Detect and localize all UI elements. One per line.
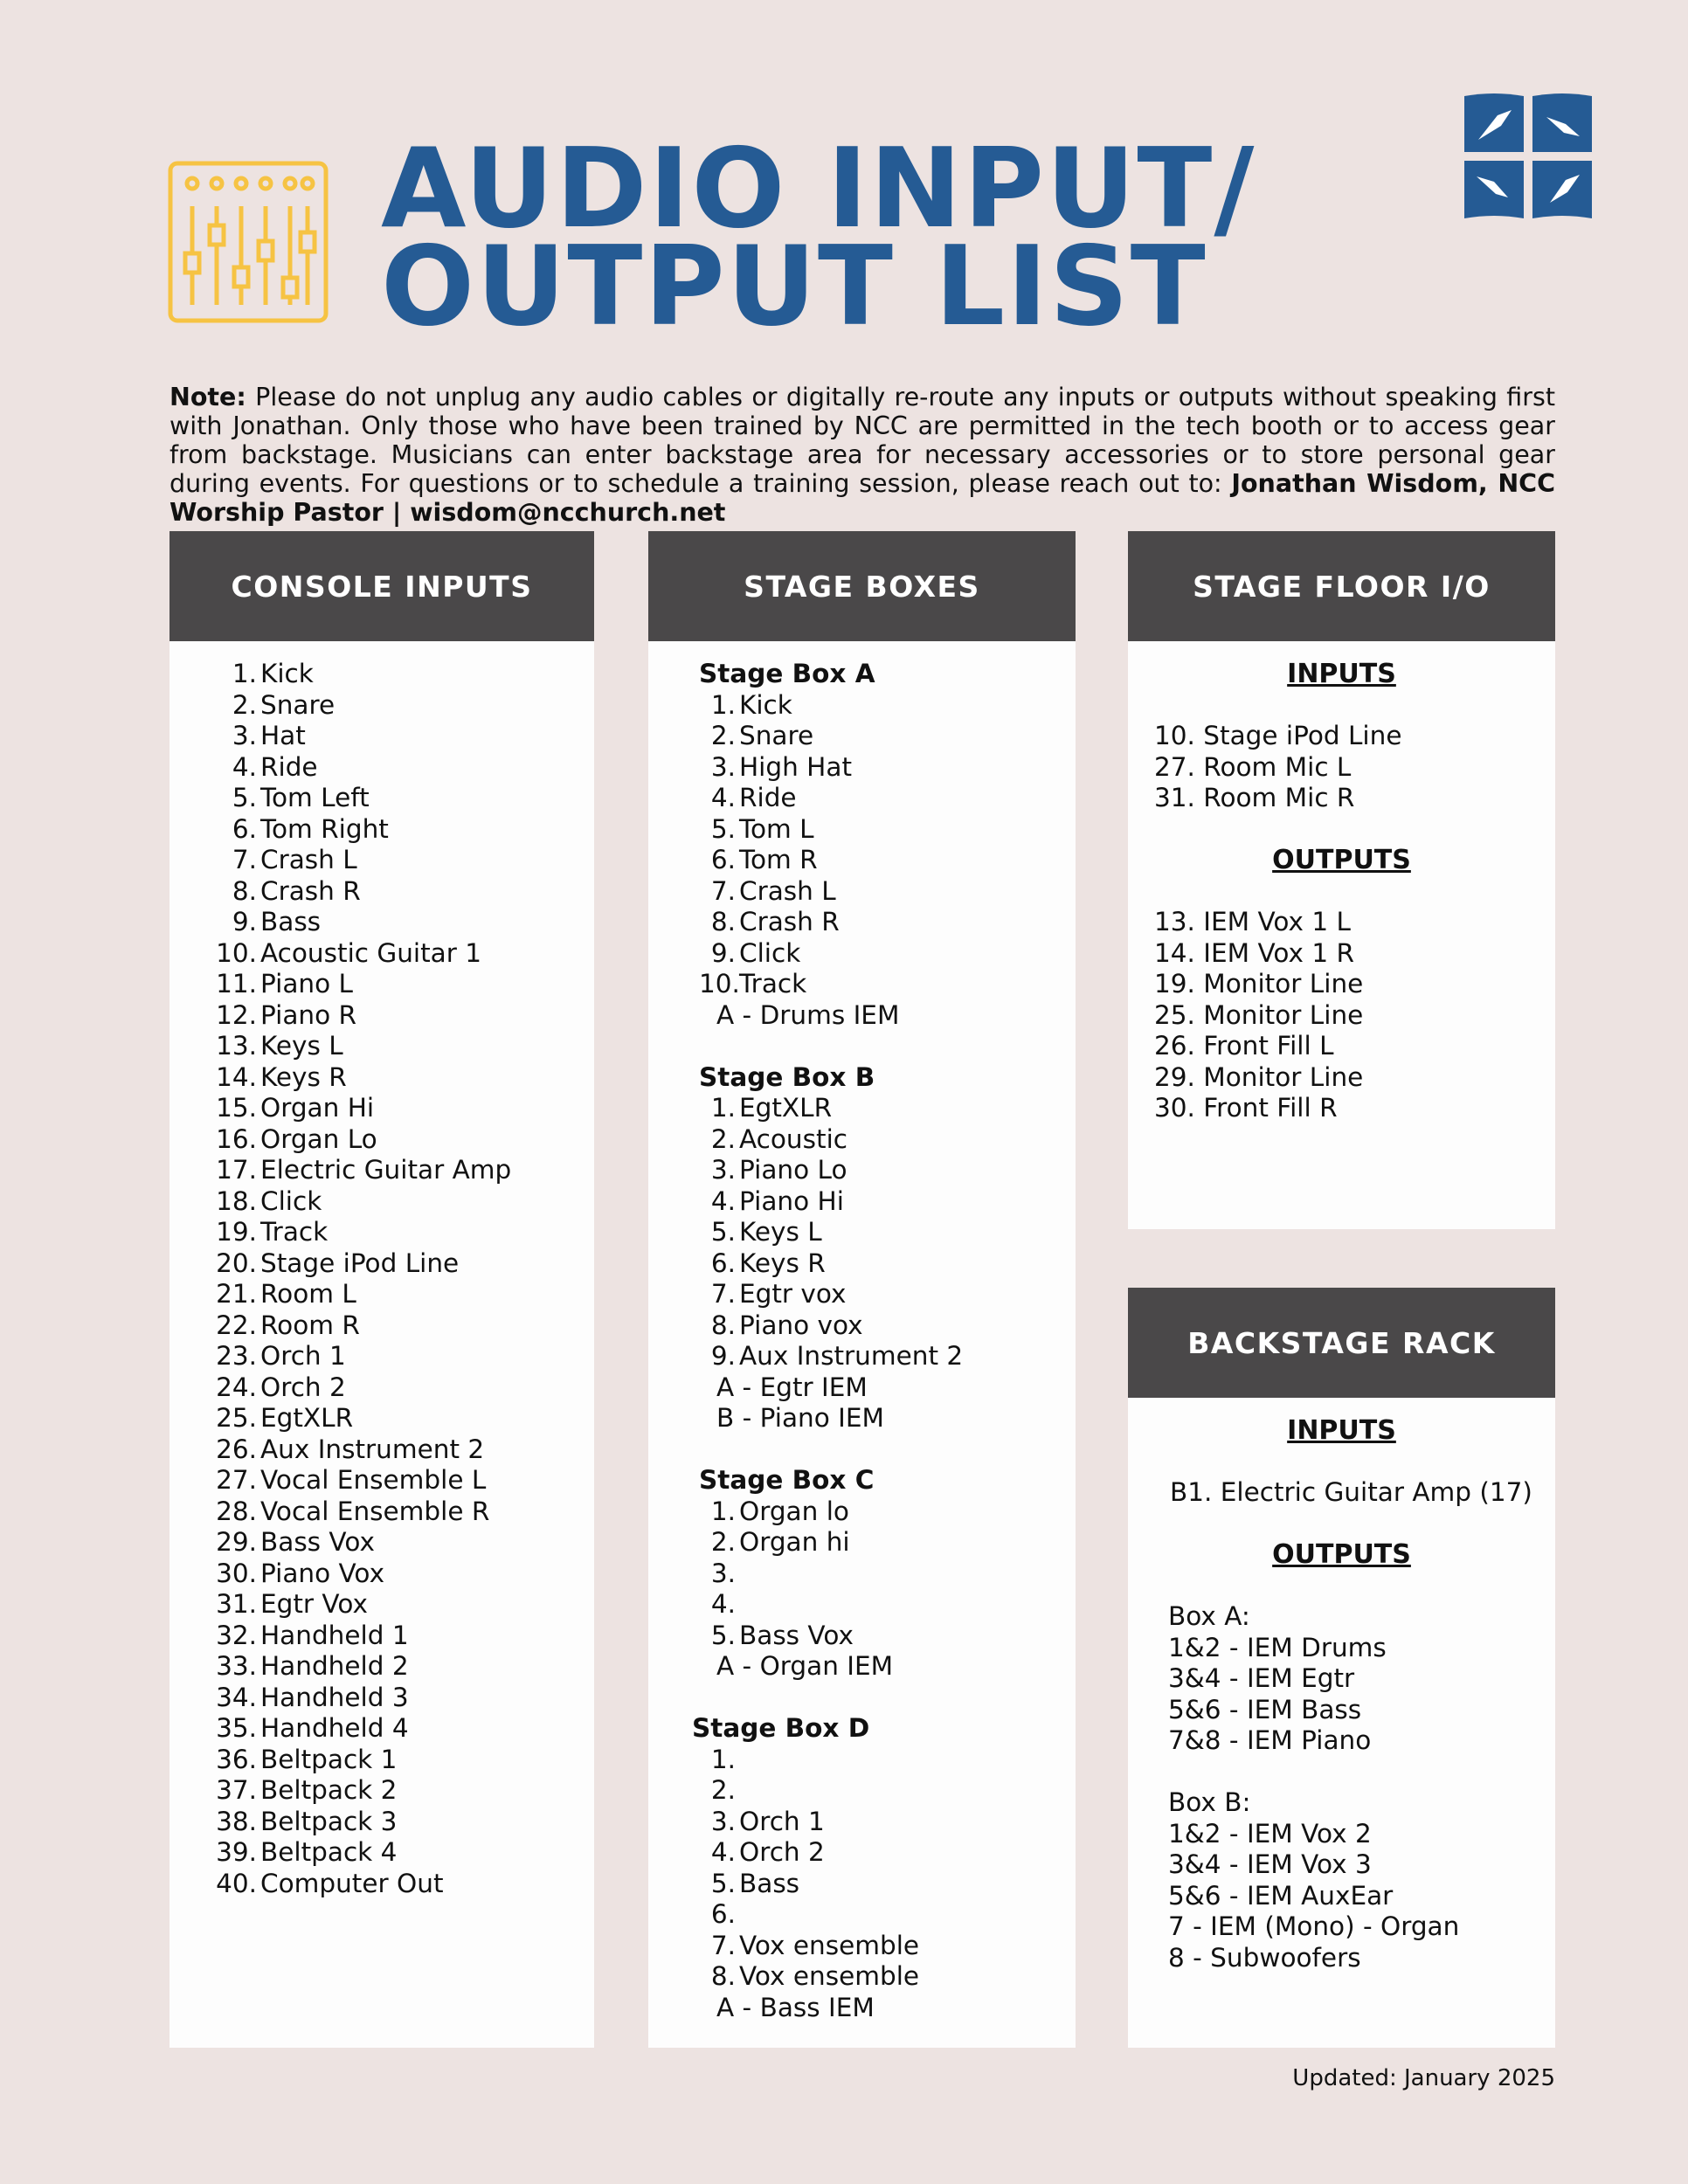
console-input-item <box>213 752 511 784</box>
item-number: 1. <box>232 659 257 688</box>
item-number: 8. <box>710 907 736 936</box>
mixer-sliders-icon <box>168 161 329 323</box>
box-a-output: 3&4 - IEM Egtr <box>1168 1663 1355 1693</box>
item-label: Keys L <box>260 1031 343 1061</box>
box-a-label: Box A: <box>1168 1601 1250 1631</box>
spacer <box>699 1031 963 1062</box>
item-label: EgtXLR <box>260 1403 354 1433</box>
stage-box-iem-item <box>699 1651 963 1683</box>
console-input-item <box>213 814 511 846</box>
item-label: Snare <box>739 721 814 750</box>
item-label: Beltpack 2 <box>260 1775 398 1805</box>
stage-box-item <box>699 1931 963 1962</box>
box-a-outputs-list <box>1168 1633 1555 1757</box>
item-label: Handheld 2 <box>260 1651 409 1681</box>
item-number: 1. <box>710 689 736 720</box>
console-input-item <box>213 1869 511 1900</box>
console-input-item <box>213 1279 511 1310</box>
stage-box-iem-item <box>699 1372 963 1404</box>
stage-box-item <box>699 752 963 784</box>
stage-box-item <box>699 1527 963 1559</box>
item-label: Stage iPod Line <box>260 1248 460 1278</box>
item-number: 22. <box>216 1310 257 1340</box>
item-label: Vox ensemble <box>739 1961 920 1991</box>
item-number: 2. <box>232 689 257 720</box>
item-number: 16. <box>216 1123 257 1154</box>
item-number: 6. <box>710 1899 736 1929</box>
stage-floor-output: 19. Monitor Line <box>1154 969 1364 999</box>
item-number: 14. <box>216 1061 257 1092</box>
stage-box-item <box>699 721 963 752</box>
console-inputs-list <box>213 659 511 1899</box>
page-title <box>381 124 1256 350</box>
item-number: 21. <box>216 1279 257 1309</box>
item-number: 6. <box>232 813 257 844</box>
stage-box-item <box>699 1124 963 1156</box>
item-number: 4. <box>232 751 257 782</box>
item-label: Orch 1 <box>260 1341 346 1371</box>
item-number: 4. <box>710 1837 736 1867</box>
console-input-item <box>213 1403 511 1434</box>
item-label: Click <box>739 937 801 968</box>
console-input-item <box>213 659 511 690</box>
item-number: 5. <box>710 1868 736 1898</box>
console-input-item <box>213 1559 511 1590</box>
spacer <box>699 1434 963 1466</box>
console-input-item <box>213 1837 511 1869</box>
stage-box-item <box>699 1775 963 1807</box>
stage-box-iem-item <box>699 1993 963 2024</box>
item-number: 7. <box>710 875 736 906</box>
stage-floor-output: 25. Monitor Line <box>1154 999 1364 1030</box>
box-b-output: 1&2 - IEM Vox 2 <box>1168 1818 1372 1849</box>
console-input-item <box>213 1031 511 1062</box>
item-number: 27. <box>216 1465 257 1495</box>
item-number: 7. <box>710 1279 736 1309</box>
stage-box-item <box>699 1745 963 1776</box>
item-label: Acoustic <box>739 1123 847 1154</box>
stage-box-item <box>699 1217 963 1248</box>
item-label: Kick <box>739 689 792 720</box>
item-label: A - Egtr IEM <box>716 1372 868 1402</box>
item-label: Tom Right <box>260 813 389 844</box>
item-number: 9. <box>710 937 736 968</box>
item-number: 2. <box>710 721 736 750</box>
item-label: Room R <box>260 1310 360 1340</box>
title-line-1: AUDIO INPUT/ <box>381 124 1256 252</box>
item-label: Piano L <box>260 969 353 999</box>
item-label: Computer Out <box>260 1868 444 1898</box>
item-number: 9. <box>710 1341 736 1371</box>
stage-floor-inputs-heading: INPUTS <box>1287 659 1396 689</box>
console-inputs-header: CONSOLE INPUTS <box>169 531 594 641</box>
stage-box-title: Stage Box D <box>692 1713 870 1743</box>
console-input-item <box>213 1155 511 1186</box>
console-input-item <box>213 1186 511 1218</box>
backstage-inputs-list <box>1128 1477 1555 1509</box>
item-label: Organ Hi <box>260 1093 375 1123</box>
item-number: 26. <box>216 1434 257 1464</box>
item-number: 11. <box>216 969 257 999</box>
item-label: Orch 2 <box>260 1372 346 1402</box>
backstage-inputs-heading: INPUTS <box>1287 1415 1396 1446</box>
item-label: Bass <box>260 907 322 936</box>
item-label: Bass <box>739 1868 800 1898</box>
stage-floor-output: 13. IEM Vox 1 L <box>1154 907 1351 936</box>
stage-box-item <box>699 1869 963 1900</box>
box-b-outputs-list <box>1168 1819 1555 1974</box>
backstage-rack-content <box>1128 1415 1555 1973</box>
note-contact: Jonathan Wisdom, NCC Worship Pastor | wisdom@ncchurch.net <box>169 469 1555 527</box>
item-number: 39. <box>216 1837 257 1867</box>
item-number: 1. <box>710 1496 736 1526</box>
item-number: 15. <box>216 1093 257 1123</box>
console-input-item <box>213 690 511 722</box>
console-input-item <box>213 1093 511 1124</box>
note-text: Please do not unplug any audio cables or digitally re-route any inputs or outputs without speaking first with Jonathan. Only those who have been trained by NCC are permitted in the tech booth or to access gear from backstage. Musicians can enter backstage area for necessary accessories or to store personal gear during events. For questions or to schedule a training session, please reach out to: <box>169 383 1555 498</box>
item-number: 37. <box>216 1775 257 1805</box>
stage-box-item <box>699 1837 963 1869</box>
item-number: 35. <box>216 1713 257 1743</box>
item-number: 2. <box>710 1527 736 1557</box>
stage-floor-input: 27. Room Mic L <box>1154 751 1352 782</box>
stage-box-item <box>699 1589 963 1621</box>
console-input-item <box>213 1651 511 1683</box>
item-label: B - Piano IEM <box>716 1403 884 1433</box>
console-input-item <box>213 1683 511 1714</box>
backstage-rack-panel <box>1128 1288 1555 2048</box>
item-label: Snare <box>260 689 336 720</box>
stage-floor-input: 31. Room Mic R <box>1154 783 1355 812</box>
item-number: 2. <box>710 1123 736 1154</box>
console-input-item <box>213 938 511 970</box>
stage-floor-output: 30. Front Fill R <box>1154 1093 1338 1123</box>
item-number: 8. <box>710 1310 736 1340</box>
stage-box-title: Stage Box C <box>699 1465 875 1495</box>
item-label: Tom Left <box>260 783 370 812</box>
item-number: 3. <box>710 1558 736 1588</box>
item-number: 5. <box>710 813 736 844</box>
item-number: 13. <box>216 1031 257 1061</box>
stage-box-title: Stage Box A <box>699 659 875 688</box>
item-label: Piano Hi <box>739 1185 844 1216</box>
item-label: Vocal Ensemble R <box>260 1496 490 1526</box>
item-label: Orch 2 <box>739 1837 825 1867</box>
item-label: A - Bass IEM <box>716 1992 875 2022</box>
item-number: 38. <box>216 1806 257 1836</box>
item-number: 8. <box>710 1961 736 1991</box>
item-label: Kick <box>260 659 314 688</box>
stage-floor-header: STAGE FLOOR I/O <box>1128 531 1555 641</box>
item-label: Bass Vox <box>260 1527 375 1557</box>
stage-box-item <box>699 1559 963 1590</box>
item-number: 12. <box>216 999 257 1030</box>
console-input-item <box>213 1248 511 1280</box>
item-number: 10. <box>216 937 257 968</box>
item-number: 5. <box>710 1620 736 1650</box>
item-label: Piano Lo <box>739 1155 847 1185</box>
item-label: Orch 1 <box>739 1806 825 1836</box>
stage-box-item <box>699 1155 963 1186</box>
item-label: Beltpack 3 <box>260 1806 398 1836</box>
item-label: Tom L <box>739 813 814 844</box>
item-number: 2. <box>710 1775 736 1805</box>
box-b-output: 8 - Subwoofers <box>1168 1942 1361 1973</box>
item-number: 8. <box>232 875 257 906</box>
item-label: Ride <box>739 783 797 812</box>
item-number: 4. <box>710 783 736 812</box>
item-label: Ride <box>260 751 318 782</box>
item-label: Crash L <box>260 845 357 874</box>
stage-box-item <box>699 783 963 814</box>
item-label: Piano Vox <box>260 1558 385 1588</box>
item-label: A - Drums IEM <box>716 999 900 1030</box>
console-input-item <box>213 1775 511 1807</box>
stage-box-item <box>699 1186 963 1218</box>
box-a-output: 1&2 - IEM Drums <box>1168 1632 1387 1662</box>
item-label: Handheld 3 <box>260 1682 409 1712</box>
item-label: Track <box>739 969 807 999</box>
stage-floor-panel <box>1128 531 1555 1229</box>
item-number: 20. <box>216 1248 257 1278</box>
stage-box-item <box>699 1621 963 1652</box>
item-label: Keys R <box>739 1248 826 1278</box>
console-input-item <box>213 845 511 876</box>
item-number: 17. <box>216 1155 257 1185</box>
note-label: Note: <box>169 383 246 411</box>
item-number: 3. <box>232 721 257 750</box>
stage-floor-inputs-list <box>1128 721 1555 814</box>
item-label: High Hat <box>739 751 853 782</box>
stage-box-item <box>699 1279 963 1310</box>
item-label: Crash R <box>260 875 361 906</box>
item-number: 24. <box>216 1372 257 1402</box>
item-label: Electric Guitar Amp <box>260 1155 512 1185</box>
item-number: 18. <box>216 1185 257 1216</box>
item-number: 31. <box>216 1589 257 1619</box>
box-b-output: 7 - IEM (Mono) - Organ <box>1168 1911 1460 1941</box>
stage-box-item <box>699 1807 963 1838</box>
item-number: 40. <box>216 1868 257 1898</box>
item-label: Track <box>260 1217 329 1247</box>
item-label: Beltpack 4 <box>260 1837 398 1867</box>
stage-floor-outputs-list <box>1128 907 1555 1124</box>
stage-boxes-header: STAGE BOXES <box>648 531 1076 641</box>
stage-box-iem-item <box>699 1000 963 1032</box>
console-input-item <box>213 783 511 814</box>
stage-box-item <box>699 1341 963 1372</box>
item-number: 25. <box>216 1403 257 1433</box>
item-label: Keys R <box>260 1061 347 1092</box>
stage-box-item <box>699 1310 963 1342</box>
stage-floor-content <box>1128 659 1555 1124</box>
stage-box-item <box>699 938 963 970</box>
stage-floor-output: 29. Monitor Line <box>1154 1061 1364 1092</box>
updated-date: Updated: January 2025 <box>1292 2065 1555 2091</box>
console-input-item <box>213 1000 511 1032</box>
item-label: Egtr Vox <box>260 1589 368 1619</box>
box-a-output: 7&8 - IEM Piano <box>1168 1725 1372 1755</box>
item-label: Click <box>260 1185 322 1216</box>
stage-box-item <box>699 814 963 846</box>
item-label: Crash L <box>739 875 836 906</box>
console-input-item <box>213 969 511 1000</box>
console-input-item <box>213 1341 511 1372</box>
console-input-item <box>213 907 511 938</box>
note-paragraph <box>169 383 1555 527</box>
item-label: Handheld 4 <box>260 1713 409 1743</box>
console-input-item <box>213 1807 511 1838</box>
stage-boxes-panel <box>648 531 1076 2048</box>
stage-box-item <box>699 1961 963 1993</box>
stage-box-item <box>699 876 963 908</box>
console-input-item <box>213 1713 511 1745</box>
item-number: 33. <box>216 1651 257 1681</box>
item-number: 3. <box>710 751 736 782</box>
item-label: Aux Instrument 2 <box>739 1341 964 1371</box>
item-number: 4. <box>710 1185 736 1216</box>
item-number: 23. <box>216 1341 257 1371</box>
item-label: Beltpack 1 <box>260 1744 398 1774</box>
item-number: 30. <box>216 1558 257 1588</box>
item-label: Vocal Ensemble L <box>260 1465 487 1495</box>
box-b-output: 3&4 - IEM Vox 3 <box>1168 1849 1372 1879</box>
backstage-outputs-heading: OUTPUTS <box>1272 1539 1411 1570</box>
console-input-item <box>213 1217 511 1248</box>
box-b-output: 5&6 - IEM AuxEar <box>1168 1880 1394 1911</box>
spacer <box>699 1683 963 1714</box>
item-number: 5. <box>232 783 257 812</box>
item-number: 7. <box>232 845 257 874</box>
item-label: Acoustic Guitar 1 <box>260 937 482 968</box>
item-label: Piano R <box>260 999 357 1030</box>
stage-boxes-list <box>692 659 964 2023</box>
item-number: 19. <box>216 1217 257 1247</box>
item-number: 29. <box>216 1527 257 1557</box>
item-label: Aux Instrument 2 <box>260 1434 485 1464</box>
stage-floor-output: 14. IEM Vox 1 R <box>1154 937 1354 968</box>
item-label: Room L <box>260 1279 356 1309</box>
ncc-cross-logo <box>1463 91 1594 222</box>
console-input-item <box>213 1124 511 1156</box>
item-number: 28. <box>216 1496 257 1526</box>
item-number: 6. <box>710 1248 736 1278</box>
item-label: Tom R <box>739 845 818 874</box>
console-input-item <box>213 1310 511 1342</box>
stage-box-item <box>699 690 963 722</box>
item-label: Hat <box>260 721 306 750</box>
console-input-item <box>213 1621 511 1652</box>
item-label: Egtr vox <box>739 1279 847 1309</box>
console-input-item <box>213 1589 511 1621</box>
stage-floor-output: 26. Front Fill L <box>1154 1031 1334 1061</box>
stage-box-item <box>699 969 963 1000</box>
console-input-item <box>213 1496 511 1528</box>
console-input-item <box>213 1062 511 1094</box>
console-input-item <box>213 876 511 908</box>
console-input-item <box>213 1465 511 1496</box>
item-number: 5. <box>710 1217 736 1247</box>
item-label: Crash R <box>739 907 840 936</box>
stage-box-title: Stage Box B <box>699 1061 875 1092</box>
item-number: 10. <box>699 969 740 999</box>
console-input-item <box>213 1527 511 1559</box>
console-input-item <box>213 1434 511 1466</box>
stage-box-item <box>699 1496 963 1528</box>
stage-box-item <box>699 845 963 876</box>
stage-box-item <box>699 1093 963 1124</box>
item-label: Keys L <box>739 1217 822 1247</box>
item-number: 1. <box>710 1093 736 1123</box>
item-label: EgtXLR <box>739 1093 833 1123</box>
item-number: 3. <box>710 1806 736 1836</box>
stage-box-iem-item <box>699 1403 963 1434</box>
stage-box-item <box>699 1899 963 1931</box>
item-label: Handheld 1 <box>260 1620 409 1650</box>
backstage-rack-header: BACKSTAGE RACK <box>1128 1288 1555 1398</box>
console-input-item <box>213 1372 511 1404</box>
stage-box-item <box>699 907 963 938</box>
box-a-output: 5&6 - IEM Bass <box>1168 1694 1362 1724</box>
box-b-label: Box B: <box>1168 1787 1251 1817</box>
stage-box-item <box>699 1248 963 1280</box>
item-label: Organ Lo <box>260 1123 377 1154</box>
item-label: Organ lo <box>739 1496 849 1526</box>
item-label: A - Organ IEM <box>716 1651 894 1681</box>
console-inputs-panel <box>169 531 594 2048</box>
stage-floor-outputs-heading: OUTPUTS <box>1272 845 1411 875</box>
item-label: Organ hi <box>739 1527 850 1557</box>
backstage-input: B1. Electric Guitar Amp (17) <box>1170 1477 1532 1507</box>
stage-floor-input: 10. Stage iPod Line <box>1154 721 1402 750</box>
item-label: Vox ensemble <box>739 1930 920 1960</box>
item-number: 34. <box>216 1682 257 1712</box>
title-line-2: OUTPUT LIST <box>381 222 1207 350</box>
item-number: 4. <box>710 1589 736 1619</box>
item-number: 3. <box>710 1155 736 1185</box>
item-number: 6. <box>710 845 736 874</box>
item-number: 9. <box>232 907 257 936</box>
item-label: Piano vox <box>739 1310 863 1340</box>
console-input-item <box>213 721 511 752</box>
item-number: 1. <box>710 1744 736 1774</box>
item-number: 36. <box>216 1744 257 1774</box>
item-number: 7. <box>710 1930 736 1960</box>
item-number: 32. <box>216 1620 257 1650</box>
console-input-item <box>213 1745 511 1776</box>
item-label: Bass Vox <box>739 1620 854 1650</box>
